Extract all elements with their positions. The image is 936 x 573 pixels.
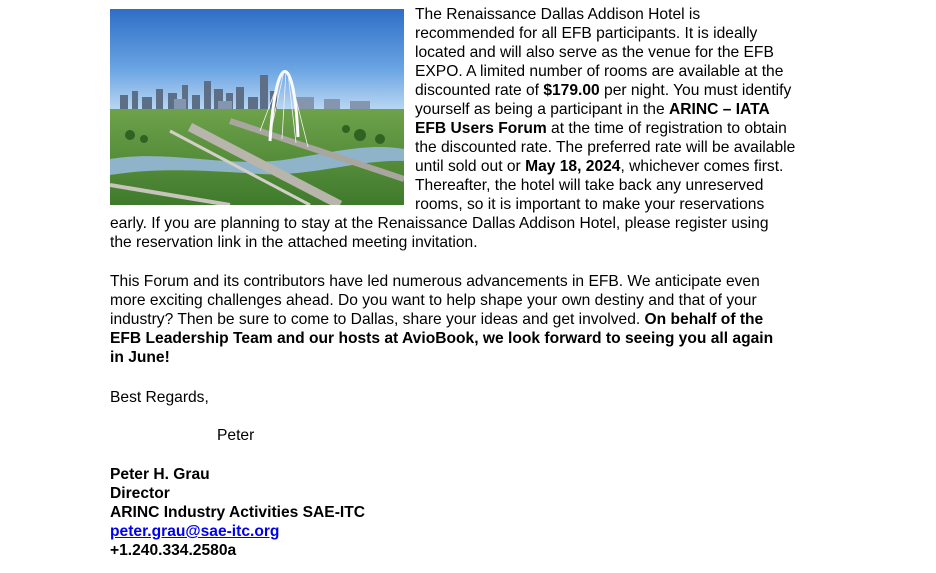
signature-email-line — [110, 522, 279, 541]
hotel-para-line-4 — [415, 62, 783, 81]
text: Peter — [217, 427, 255, 444]
text: per night. You must identify — [599, 82, 792, 99]
forum-name: ARINC – IATA — [669, 101, 770, 118]
dallas-skyline-photo — [110, 9, 404, 205]
text: ARINC Industry Activities SAE-ITC — [110, 504, 366, 521]
hotel-para-line-10 — [415, 176, 763, 195]
text: until sold out or — [415, 158, 526, 175]
hotel-para-line-1 — [415, 5, 700, 24]
bold-text: in June! — [110, 349, 170, 366]
text: yourself as being a participant in the — [415, 101, 669, 118]
hotel-para-line-6 — [415, 100, 770, 119]
text: located and will also serve as the venue for the EFB — [415, 44, 774, 61]
hotel-para-line-2 — [415, 24, 757, 43]
hotel-para-line-3 — [415, 43, 774, 62]
closing-regards — [110, 388, 209, 407]
room-rate: $179.00 — [543, 82, 600, 99]
forum-para-line-2 — [110, 291, 757, 310]
text: the reservation link in the attached meeting invitation. — [110, 234, 478, 251]
text: , whichever comes first. — [620, 158, 784, 175]
text: more exciting challenges ahead. Do you want to help shape your own destiny and that of your — [110, 292, 757, 309]
hotel-para-line-11 — [415, 195, 764, 214]
signature-org — [110, 503, 365, 522]
hotel-para-line-8 — [415, 138, 795, 157]
hotel-para-line-5 — [415, 81, 791, 100]
text: This Forum and its contributors have led numerous advancements in EFB. We anticipate even — [110, 273, 760, 290]
text: Best Regards, — [110, 389, 209, 406]
signature-title — [110, 484, 170, 503]
hotel-para-line-7 — [415, 119, 787, 138]
forum-para-line-3 — [110, 310, 763, 329]
hotel-para-line-12 — [110, 214, 769, 233]
text: early. If you are planning to stay at the Renaissance Dallas Addison Hotel, please register using — [110, 215, 769, 232]
forum-para-line-5 — [110, 348, 170, 367]
skyline-illustration — [110, 9, 404, 205]
deadline-date: May 18, 2024 — [525, 158, 621, 175]
text: Thereafter, the hotel will take back any unreserved — [415, 177, 764, 194]
text: the discounted rate. The preferred rate will be available — [415, 139, 796, 156]
text: +1.240.334.2580a — [110, 542, 237, 559]
text: EXPO. A limited number of rooms are available at the — [415, 63, 784, 80]
forum-para-line-1 — [110, 272, 760, 291]
text: rooms, so it is important to make your reservations — [415, 196, 765, 213]
text: Director — [110, 485, 170, 502]
email-link[interactable]: peter.grau@sae-itc.org — [110, 523, 280, 540]
bold-text: EFB Leadership Team and our hosts at AvioBook, we look forward to seeing you all again — [110, 330, 774, 347]
hotel-para-line-9 — [415, 157, 783, 176]
signature-phone — [110, 541, 236, 560]
forum-para-line-4 — [110, 329, 773, 348]
bold-text: On behalf of the — [644, 311, 764, 328]
text: The Renaissance Dallas Addison Hotel is — [415, 6, 701, 23]
closing-signature — [217, 426, 254, 445]
text: industry? Then be sure to come to Dallas, share your ideas and get involved. — [110, 311, 645, 328]
text: Peter H. Grau — [110, 466, 210, 483]
text: discounted rate of — [415, 82, 544, 99]
text: at the time of registration to obtain — [546, 120, 787, 137]
signature-name — [110, 465, 210, 484]
text: recommended for all EFB participants. It is ideally — [415, 25, 758, 42]
forum-name: EFB Users Forum — [415, 120, 547, 137]
hotel-para-line-13 — [110, 233, 478, 252]
